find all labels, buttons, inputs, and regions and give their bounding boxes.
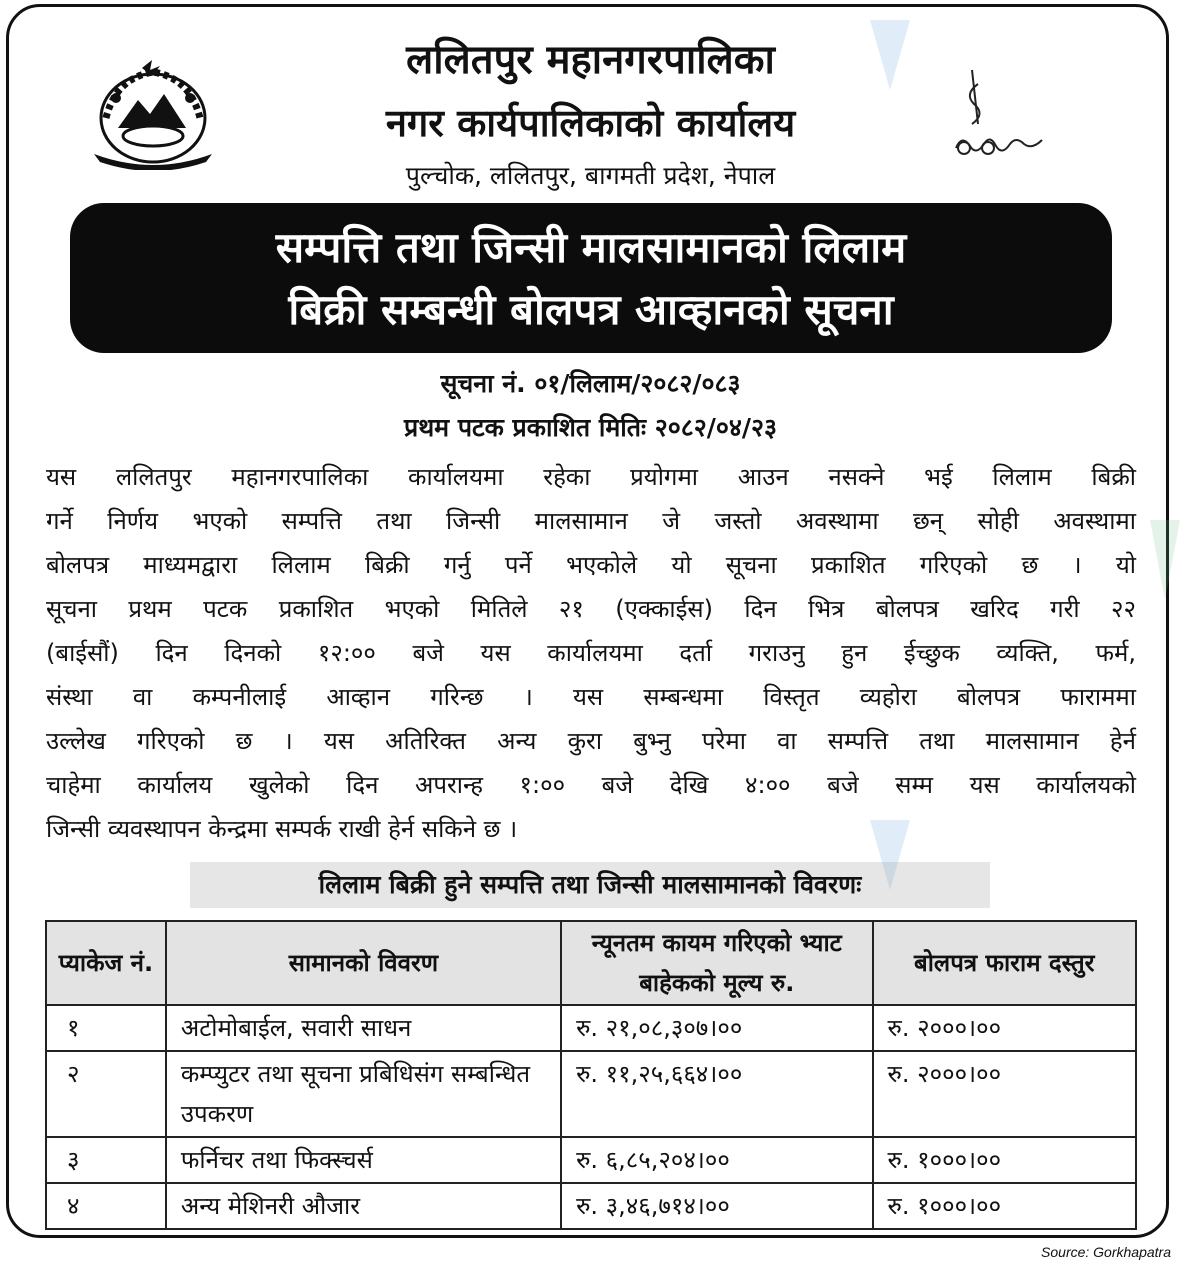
body-line: चाहेमा कार्यालय खुलेको दिन अपरान्ह १:०० बजे देखि ४:०० बजे सम्म यस कार्यालयको	[46, 771, 1136, 799]
watermark-triangle-icon	[870, 820, 910, 890]
cell-form-fee: रु. १०००।००	[873, 1137, 1136, 1183]
notice-title-line-1: सम्पत्ति तथा जिन्सी मालसामानको लिलाम	[275, 223, 907, 272]
cell-description: फर्निचर तथा फिक्स्चर्स	[166, 1137, 561, 1183]
org-name: ललितपुर महानगरपालिका	[406, 37, 775, 83]
table-row	[46, 1005, 1136, 1051]
body-line: सूचना प्रथम पटक प्रकाशित भएको मितिले २१ (एक्काईस) दिन भित्र बोलपत्र खरिद गरी २२	[46, 595, 1136, 623]
cell-package: ३	[46, 1137, 166, 1183]
notice-title-line-2: बिक्री सम्बन्धी बोलपत्र आव्हानको सूचना	[288, 285, 894, 334]
table-header-row	[46, 921, 1136, 1005]
body-line: उल्लेख गरिएको छ । यस अतिरिक्त अन्य कुरा बुभ्नु परेमा वा सम्पत्ति तथा मालसामान हेर्न	[46, 727, 1136, 755]
table-row	[46, 1051, 1136, 1137]
cell-form-fee: रु. २०००।००	[873, 1005, 1136, 1051]
office-address: पुल्चोक, ललितपुर, बागमती प्रदेश, नेपाल	[405, 161, 776, 190]
notice-publication-date: प्रथम पटक प्रकाशित मितिः २०८२/०४/२३	[403, 413, 778, 442]
cell-min-price: रु. ३,४६,७१४।००	[561, 1183, 872, 1229]
cell-package: २	[46, 1051, 166, 1137]
notice-reference-number: सूचना नं. ०१/लिलाम/२०८२/०८३	[440, 369, 741, 398]
items-table	[45, 920, 1137, 1230]
cell-package: १	[46, 1005, 166, 1051]
items-table-title: लिलाम बिक्री हुने सम्पत्ति तथा जिन्सी मालसामानको विवरणः	[190, 862, 990, 908]
cell-description: अटोमोबाईल, सवारी साधन	[166, 1005, 561, 1051]
cell-description: कम्प्युटर तथा सूचना प्रबिधिसंग सम्बन्धित उपकरण	[166, 1051, 561, 1137]
body-line: संस्था वा कम्पनीलाई आव्हान गरिन्छ । यस सम्बन्धमा विस्तृत व्यहोरा बोलपत्र फाराममा	[46, 683, 1136, 711]
table-row	[46, 1183, 1136, 1229]
cell-min-price: रु. ११,२५,६६४।००	[561, 1051, 872, 1137]
notice-body	[46, 455, 1136, 851]
watermark-triangle-icon	[870, 20, 910, 90]
body-line: बोलपत्र माध्यमद्वारा लिलाम बिक्री गर्नु पर्ने भएकोले यो सूचना प्रकाशित गरिएको छ । यो	[46, 551, 1136, 579]
header-min-price: न्यूनतम कायम गरिएको भ्याट बाहेकको मूल्य रु.	[561, 921, 872, 1005]
body-line: गर्ने निर्णय भएको सम्पत्ति तथा जिन्सी मालसामान जे जस्तो अवस्थामा छन् सोही अवस्थामा	[46, 507, 1136, 535]
header-package: प्याकेज नं.	[46, 921, 166, 1005]
office-name: नगर कार्यपालिकाको कार्यालय	[385, 101, 796, 145]
source-credit: Source: Gorkhapatra	[1041, 1244, 1171, 1260]
header-form-fee: बोलपत्र फाराम दस्तुर	[873, 921, 1136, 1005]
cell-min-price: रु. ६,८५,२०४।००	[561, 1137, 872, 1183]
notice-title-banner	[70, 203, 1112, 353]
body-line: यस ललितपुर महानगरपालिका कार्यालयमा रहेका प्रयोगमा आउन नसक्ने भई लिलाम बिक्री	[46, 463, 1136, 491]
cell-form-fee: रु. २०००।००	[873, 1051, 1136, 1137]
header-description: सामानको विवरण	[166, 921, 561, 1005]
cell-package: ४	[46, 1183, 166, 1229]
cell-form-fee: रु. १०००।००	[873, 1183, 1136, 1229]
cell-min-price: रु. २१,०८,३०७।००	[561, 1005, 872, 1051]
watermark-triangle-icon	[1150, 520, 1180, 600]
body-line: (बाईसौं) दिन दिनको १२:०० बजे यस कार्यालयमा दर्ता गराउनु हुन ईच्छुक व्यक्ति, फर्म,	[46, 639, 1136, 667]
body-line: जिन्सी व्यवस्थापन केन्द्रमा सम्पर्क राखी हेर्न सकिने छ ।	[46, 815, 518, 843]
table-row	[46, 1137, 1136, 1183]
cell-description: अन्य मेशिनरी औजार	[166, 1183, 561, 1229]
